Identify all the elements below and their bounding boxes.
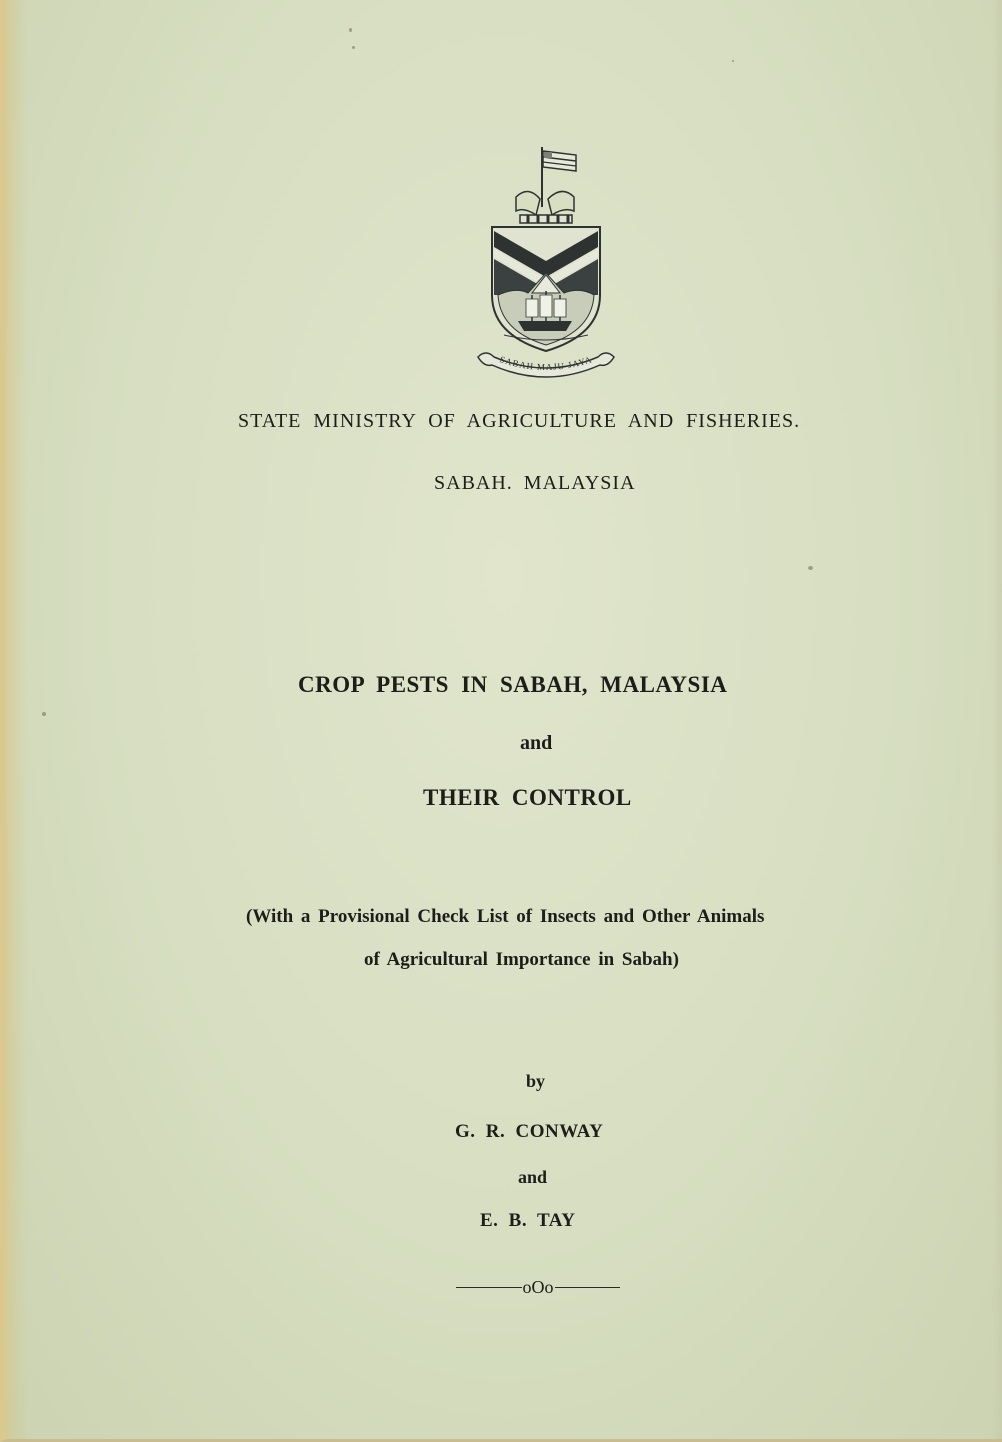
publisher-location: SABAH. MALAYSIA xyxy=(434,472,636,494)
author-first: G. R. CONWAY xyxy=(455,1121,604,1142)
paper-speck xyxy=(732,60,734,62)
crest-motto: SABAH MAJU JAYA xyxy=(498,354,594,373)
paper-speck xyxy=(808,566,813,570)
ornament-divider xyxy=(456,1276,620,1298)
subtitle-line-1: (With a Provisional Check List of Insects and Other Animals xyxy=(246,906,765,927)
paper-edge-right xyxy=(992,0,1002,1439)
author-by: by xyxy=(526,1071,546,1091)
title-connector: and xyxy=(520,732,553,754)
paper-speck xyxy=(352,46,355,49)
author-connector: and xyxy=(518,1167,548,1187)
author-second: E. B. TAY xyxy=(480,1210,576,1231)
title-line-1: CROP PESTS IN SABAH, MALAYSIA xyxy=(298,672,728,697)
subtitle-line-2: of Agricultural Importance in Sabah) xyxy=(364,949,679,970)
paper-edge-left xyxy=(6,0,28,1439)
paper-speck xyxy=(42,712,46,716)
ornament-rule-right xyxy=(555,1287,621,1288)
title-line-2: THEIR CONTROL xyxy=(423,785,632,810)
sabah-coat-of-arms-icon xyxy=(476,145,616,385)
ornament-mark: oOo xyxy=(522,1277,554,1297)
ornament-rule-left xyxy=(456,1287,522,1288)
ministry-name: STATE MINISTRY OF AGRICULTURE AND FISHERIES. xyxy=(238,410,801,432)
paper-speck xyxy=(349,28,352,32)
